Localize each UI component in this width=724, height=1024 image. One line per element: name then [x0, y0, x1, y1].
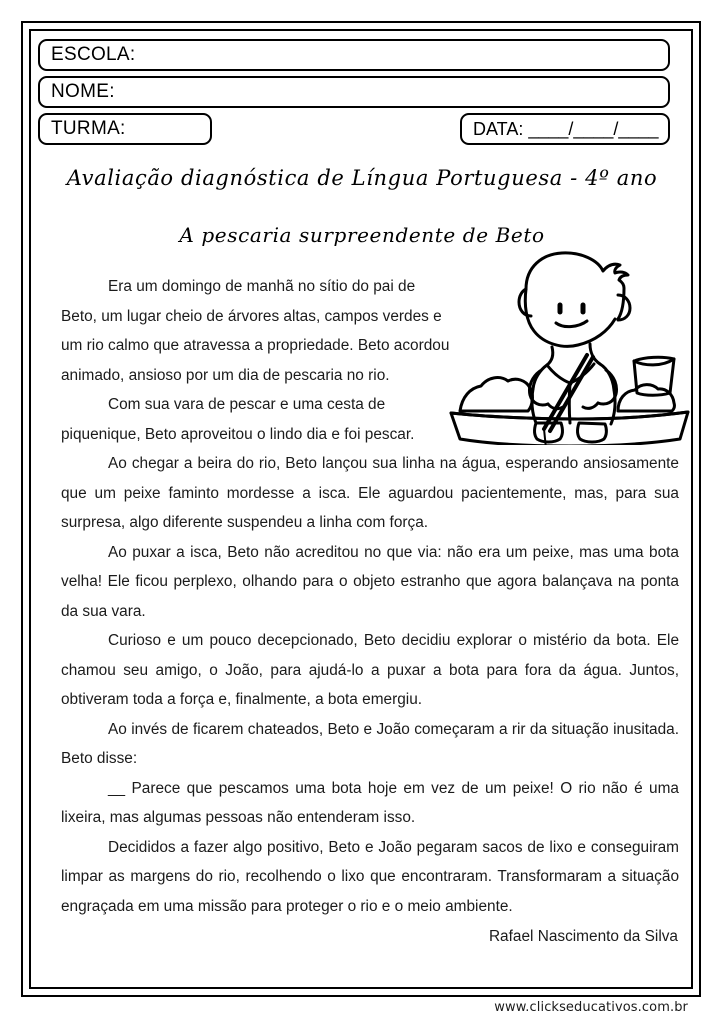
field-nome[interactable] [38, 76, 670, 108]
author-signature: Rafael Nascimento da Silva [488, 928, 678, 945]
paragraph: Era um domingo de manhã no sítio do pai de Beto, um lugar cheio de árvores altas, campos verdes e um rio calmo que atravessa a propriedade. Beto acordou animado, ansioso por um dia de pescaria no rio. [61, 278, 450, 384]
paragraph: Curioso e um pouco decepcionado, Beto decidiu explorar o mistério da bota. Ele chamou seu amigo, o João, para ajudá-lo a puxar a bota para fora da água. Juntos, obtiveram toda a força e, finalmente, a bota emergiu. [61, 632, 679, 708]
field-turma-label: TURMA: [51, 118, 126, 139]
field-data-label: DATA: ____/____/____ [473, 118, 659, 139]
footer-website-url: www.clickseducativos.com.br [494, 1000, 688, 1015]
field-escola-label: ESCOLA: [51, 44, 136, 65]
field-turma[interactable] [38, 113, 212, 145]
paragraph: Ao invés de ficarem chateados, Beto e João começaram a rir da situação inusitada. Beto disse: [61, 720, 679, 767]
story-title: A pescaria surpreendente de Beto [179, 223, 545, 247]
field-data[interactable] [460, 113, 670, 145]
paragraph: __ Parece que pescamos uma bota hoje em vez de um peixe! O rio não é uma lixeira, mas algumas pessoas não entenderam isso. [61, 779, 679, 826]
paragraph: Ao puxar a isca, Beto não acreditou no que via: não era um peixe, mas uma bota velha! Ele ficou perplexo, olhando para o objeto estranho que agora balançava na ponta da sua vara. [61, 543, 679, 620]
field-nome-label: NOME: [51, 81, 115, 102]
paragraph: Decididos a fazer algo positivo, Beto e João pegaram sacos de lixo e conseguiram limpar as margens do rio, recolhendo o lixo que encontraram. Transformaram a situação engraçada em uma missão para proteger o rio e o meio ambiente. [61, 838, 679, 915]
story-text [61, 272, 679, 921]
field-escola[interactable] [38, 39, 670, 71]
page-title: Avaliação diagnóstica de Língua Portuguesa - 4º ano [66, 166, 658, 190]
paragraph: Com sua vara de pescar e uma cesta de piquenique, Beto aproveitou o lindo dia e foi pescar. [61, 396, 415, 443]
paragraph: Ao chegar a beira do rio, Beto lançou sua linha na água, esperando ansiosamente que um peixe faminto mordesse a isca. Ele aguardou pacientemente, mas, para sua surpresa, algo diferente suspendeu a linha com força. [61, 455, 679, 531]
